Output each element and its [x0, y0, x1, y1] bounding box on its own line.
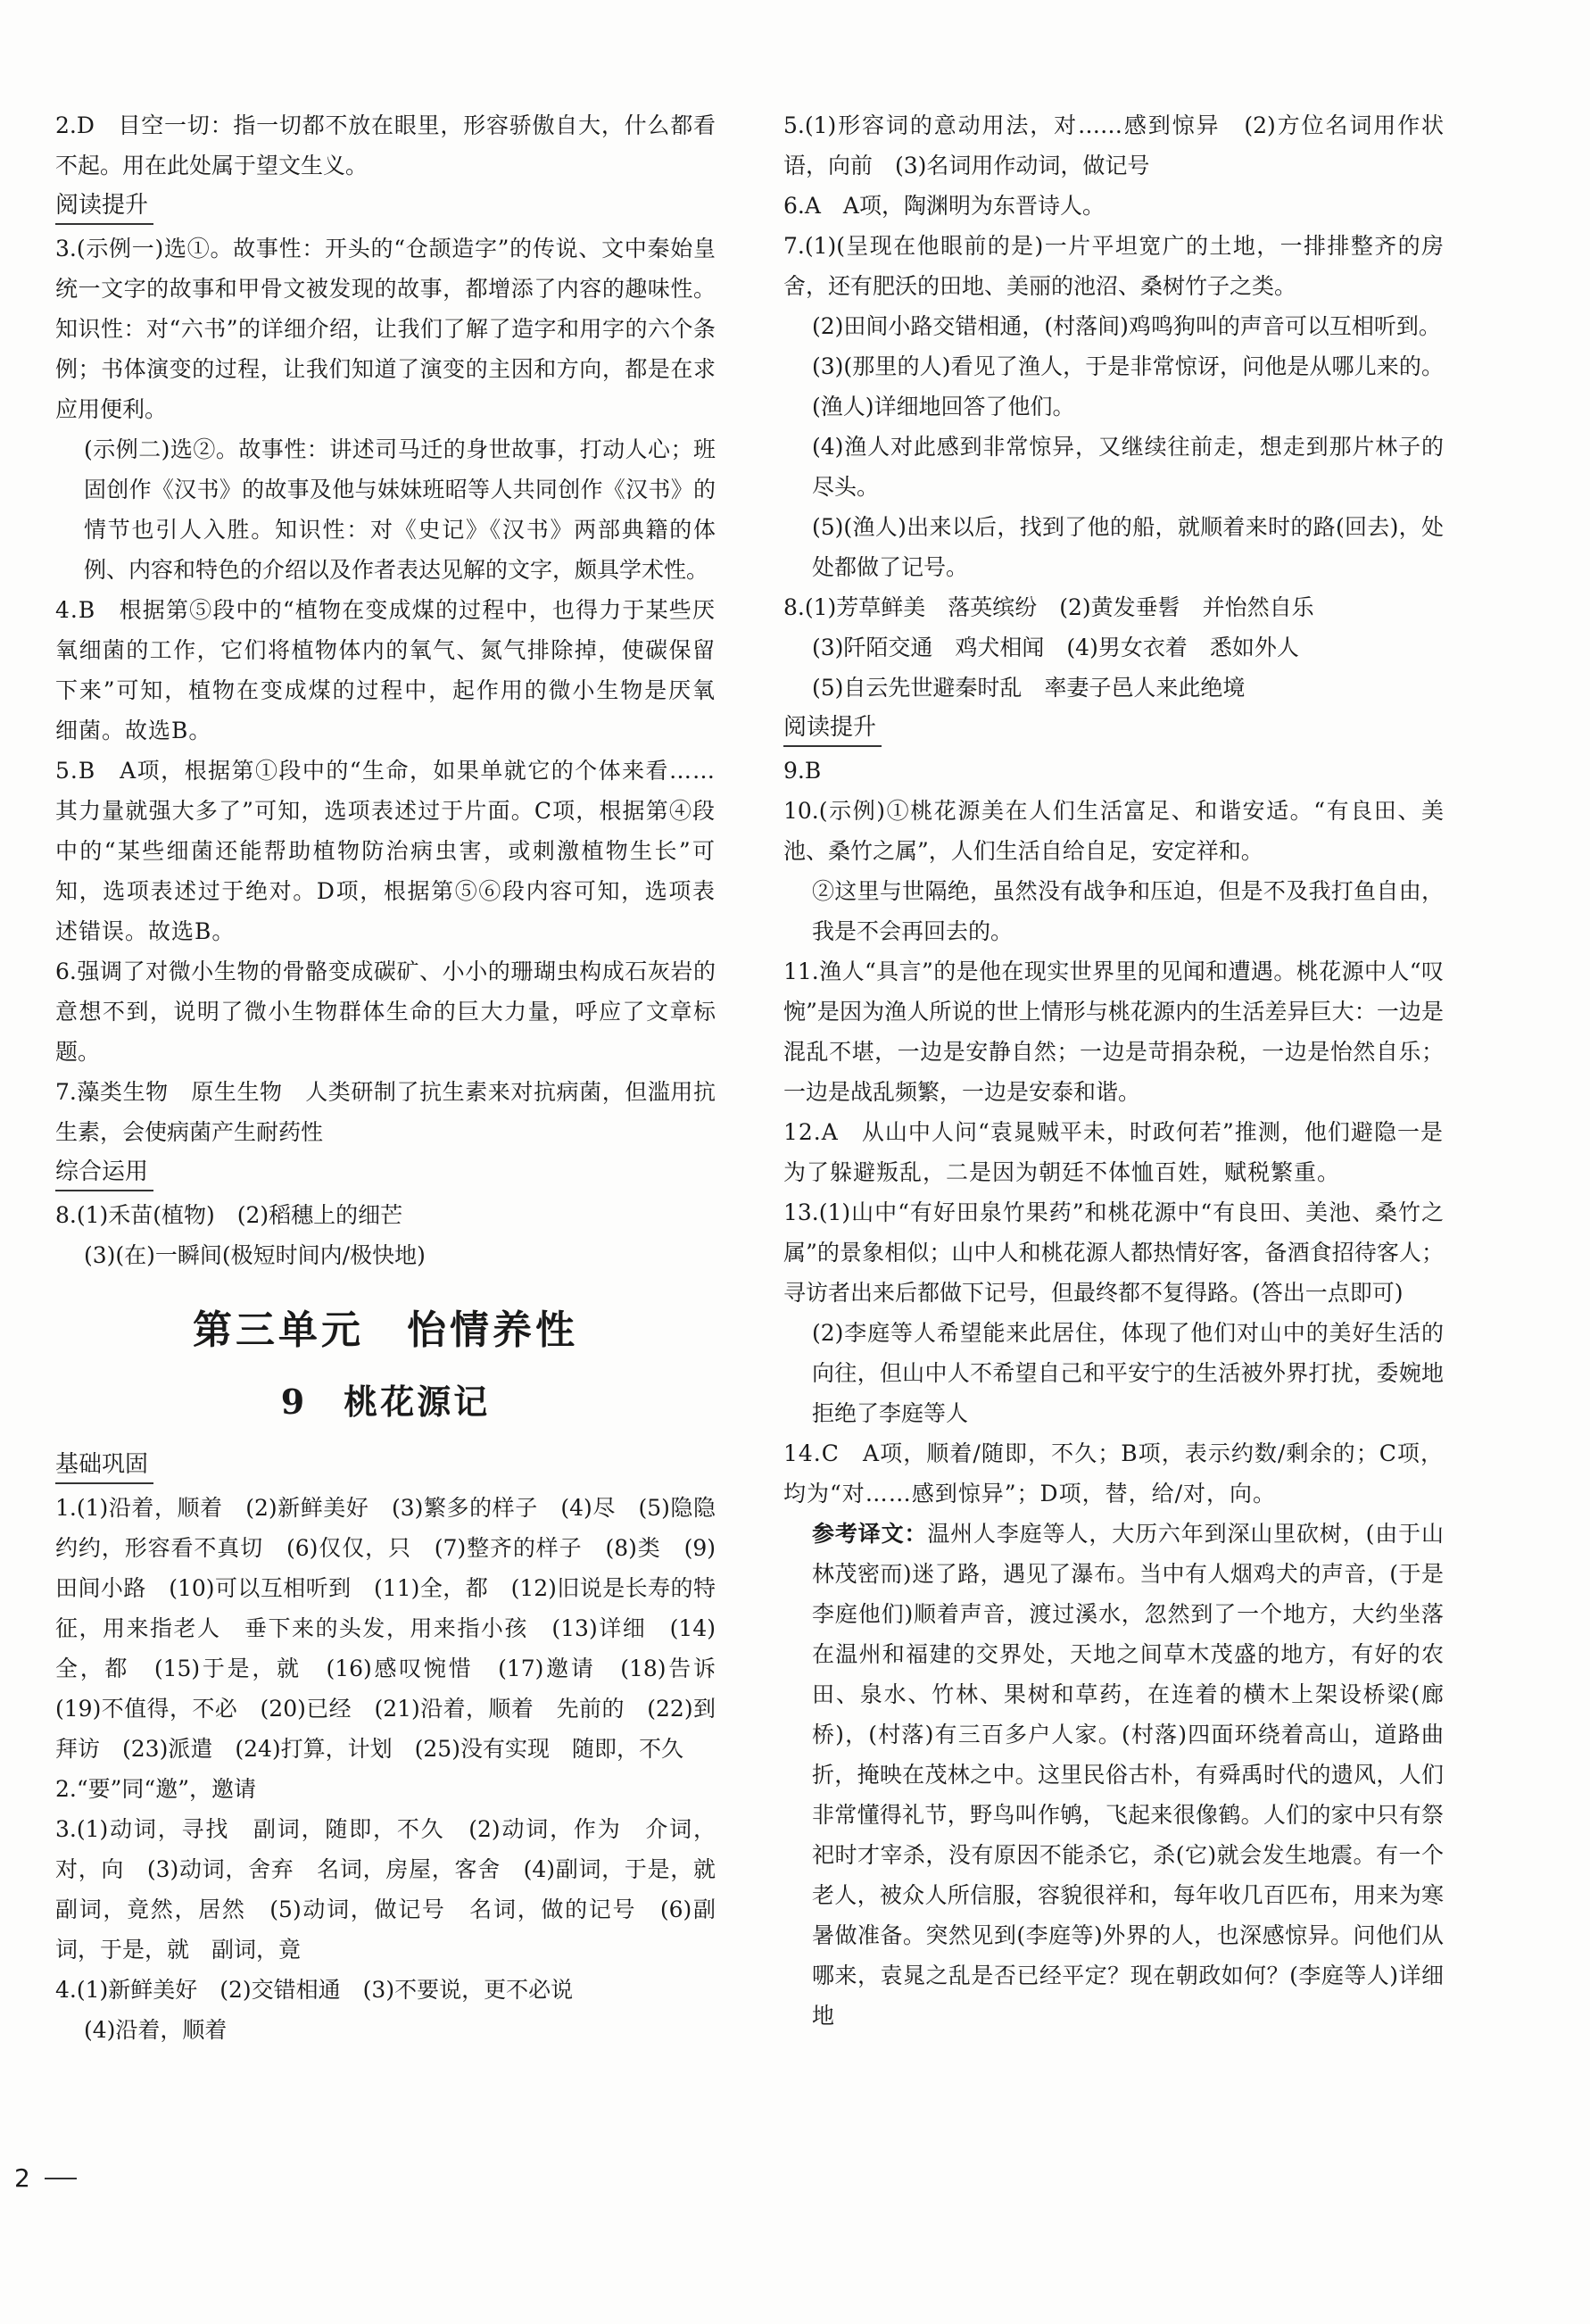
basic-q1: 1.(1)沿着，顺着 (2)新鲜美好 (3)繁多的样子 (4)尽 (5)隐隐约约，形容看不真切 (6)仅仅，只 (7)整齐的样子 (8)类 (9)田间小路 (10)可以互相听到 (11)全，都 (12)旧说是长寿的特征，用来指老人 垂下来的头发，用来指小孩 (13)详细 (14)全，都 (15)于是，就 (16)感叹惋惜 (17)邀请 (18)告诉 (19)不值得，不必 (20)已经 (21)沿着，顺着 先前的 (22)到 拜访 (23)派遣 (24)打算，计划 (25)没有实现 随即，不久 [55, 1495, 739, 1762]
reference-translation [783, 1514, 1444, 2036]
answer-r7-3: (3)(那里的人)看见了渔人，于是非常惊讶，问他是从哪儿来的。(渔人)详细地回答了他们。 [812, 353, 1444, 419]
answer-r13-1: 13.(1)山中“有好田泉竹果药”和桃花源中“有良田、美池、桑竹之属”的景象相似；山中人和桃花源人都热情好客，备酒食招待客人；寻访者出来后都做下记号，但最终都不复得路。(答出一点即可) [783, 1199, 1444, 1306]
answer-r14: 14.C A项，顺着/随即，不久；B项，表示约数/剩余的；C项，均为“对……感到惊异”；D项，替，给/对，向。 [783, 1440, 1444, 1506]
answer-r8-3: (5)自云先世避秦时乱 率妻子邑人来此绝境 [812, 675, 1246, 701]
page-number: 2 [14, 2163, 30, 2193]
section-heading-reading-right: 阅读提升 [783, 710, 882, 747]
translation-text: 温州人李庭等人，大历六年到深山里砍树，(由于山林茂密而)迷了路，遇见了瀑布。当中有人烟鸡犬的声音，(于是李庭他们)顺着声音，渡过溪水，忽然到了一个地方，大约坐落在温州和福建的交界处，天地之间草木茂盛的地方，有好的农田、泉水、竹林、果树和草药，在连着的横木上架设桥梁(廊桥)，(村落)有三百多户人家。(村落)四面环绕着高山，道路曲折，掩映在茂林之中。这里民俗古朴，有舜禹时代的遗风，人们非常懂得礼节，野鸟叫作鸲，飞起来很像鹤。人们的家中只有祭祀时才宰杀，没有原因不能杀它，杀(它)就会发生地震。有一个老人，被众人所信服，容貌很祥和，每年收几百匹布，用来为寒暑做准备。突然见到(李庭等)外界的人，也深感惊异。问他们从哪来，袁晁之乱是否已经平定？现在朝政如何？(李庭等人)详细地 [812, 1521, 1444, 2029]
basic-q4-line2: (4)沿着，顺着 [84, 2017, 228, 2043]
answer-q7: 7.藻类生物 原生生物 人类研制了抗生素来对抗病菌，但滥用抗生素，会使病菌产生耐药性 [55, 1079, 716, 1145]
left-column [55, 105, 739, 2050]
lesson-title: 9 桃花源记 [280, 1382, 491, 1422]
right-column [783, 105, 1444, 2036]
answer-r8-1: 8.(1)芳草鲜美 落英缤纷 (2)黄发垂髫 并怡然自乐 [783, 594, 1314, 620]
basic-q4-line1: 4.(1)新鲜美好 (2)交错相通 (3)不要说，更不必说 [55, 1977, 574, 2003]
unit-title: 第三单元 怡情养性 [193, 1307, 578, 1353]
answer-r8-2: (3)阡陌交通 鸡犬相闻 (4)男女衣着 悉如外人 [812, 635, 1299, 660]
answer-q3-example2: (示例二)选②。故事性：讲述司马迁的身世故事，打动人心；班固创作《汉书》的故事及他与妹妹班昭等人共同创作《汉书》的情节也引人入胜。知识性：对《史记》《汉书》两部典籍的体例、内容和特色的介绍以及作者表达见解的文字，颇具学术性。 [84, 436, 716, 583]
answer-r10-2: ②这里与世隔绝，虽然没有战争和压迫，但是不及我打鱼自由，我是不会再回去的。 [812, 878, 1444, 944]
page-number-rule [45, 2178, 77, 2179]
basic-q3: 3.(1)动词，寻找 副词，随即，不久 (2)动词，作为 介词，对，向 (3)动词，舍弃 名词，房屋，客舍 (4)副词，于是，就 副词，竟然，居然 (5)动词，做记号 名词，做的记号 (6)副词，于是，就 副词，竟 [55, 1816, 739, 1963]
answer-r7-4: (4)渔人对此感到非常惊异，又继续往前走，想走到那片林子的尽头。 [812, 434, 1444, 500]
answer-r9: 9.B [783, 758, 822, 784]
answer-r12: 12.A 从山中人问“袁晁贼平未，时政何若”推测，他们避隐一是为了躲避叛乱，二是因为朝廷不体恤百姓，赋税繁重。 [783, 1119, 1444, 1185]
section-heading-apply: 综合运用 [55, 1154, 153, 1191]
answer-r7-5: (5)(渔人)出来以后，找到了他的船，就顺着来时的路(回去)，处处都做了记号。 [812, 514, 1444, 580]
answer-q5: 5.B A项，根据第①段中的“生命，如果单就它的个体来看……其力量就强大多了”可知，选项表述过于片面。C项，根据第④段中的“某些细菌还能帮助植物防治病虫害，或刺激植物生长”可知，选项表述过于绝对。D项，根据第⑤⑥段内容可知，选项表述错误。故选B。 [55, 758, 716, 944]
answer-r13-2: (2)李庭等人希望能来此居住，体现了他们对山中的美好生活的向往，但山中人不希望自己和平安宁的生活被外界打扰，委婉地拒绝了李庭等人 [812, 1320, 1444, 1426]
answer-q2: 2.D 目空一切：指一切都不放在眼里，形容骄傲自大，什么都看不起。用在此处属于望文生义。 [55, 112, 716, 178]
answer-r7-2: (2)田间小路交错相通，(村落间)鸡鸣狗叫的声音可以互相听到。 [812, 313, 1441, 339]
answer-r7-1: 7.(1)(呈现在他眼前的是)一片平坦宽广的土地，一排排整齐的房舍，还有肥沃的田地、美丽的池沼、桑树竹子之类。 [783, 233, 1444, 299]
translation-label: 参考译文： [812, 1521, 928, 1547]
answer-q8-line2: (3)(在)一瞬间(极短时间内/极快地) [84, 1242, 426, 1268]
answer-q3-example1: 3.(示例一)选①。故事性：开头的“仓颉造字”的传说、文中秦始皇统一文字的故事和甲骨文被发现的故事，都增添了内容的趣味性。知识性：对“六书”的详细介绍，让我们了解了造字和用字的六个条例；书体演变的过程，让我们知道了演变的主因和方向，都是在求应用便利。 [55, 236, 716, 422]
answer-q6: 6.强调了对微小生物的骨骼变成碳矿、小小的珊瑚虫构成石灰岩的意想不到，说明了微小生物群体生命的巨大力量，呼应了文章标题。 [55, 959, 716, 1065]
basic-q2: 2.“要”同“邀”，邀请 [55, 1776, 256, 1802]
answer-r10-1: 10.(示例)①桃花源美在人们生活富足、和谐安适。“有良田、美池、桑竹之属”，人们生活自给自足，安定祥和。 [783, 798, 1444, 864]
section-heading-reading: 阅读提升 [55, 187, 153, 225]
answer-r6: 6.A A项，陶渊明为东晋诗人。 [783, 193, 1105, 219]
answer-q8-line1: 8.(1)禾苗(植物) (2)稻穗上的细芒 [55, 1202, 403, 1228]
section-heading-basic: 基础巩固 [55, 1447, 153, 1484]
answer-r11: 11.渔人“具言”的是他在现实世界里的见闻和遭遇。桃花源中人“叹惋”是因为渔人所说的世上情形与桃花源内的生活差异巨大：一边是混乱不堪，一边是安静自然；一边是苛捐杂税，一边是怡然自乐；一边是战乱频繁，一边是安泰和谐。 [783, 959, 1444, 1105]
answer-r5: 5.(1)形容词的意动用法，对……感到惊异 (2)方位名词用作状语，向前 (3)名词用作动词，做记号 [783, 112, 1444, 178]
answer-q4: 4.B 根据第⑤段中的“植物在变成煤的过程中，也得力于某些厌氧细菌的工作，它们将植物体内的氧气、氮气排除掉，使碳保留下来”可知，植物在变成煤的过程中，起作用的微小生物是厌氧细菌。故选B。 [55, 597, 716, 743]
